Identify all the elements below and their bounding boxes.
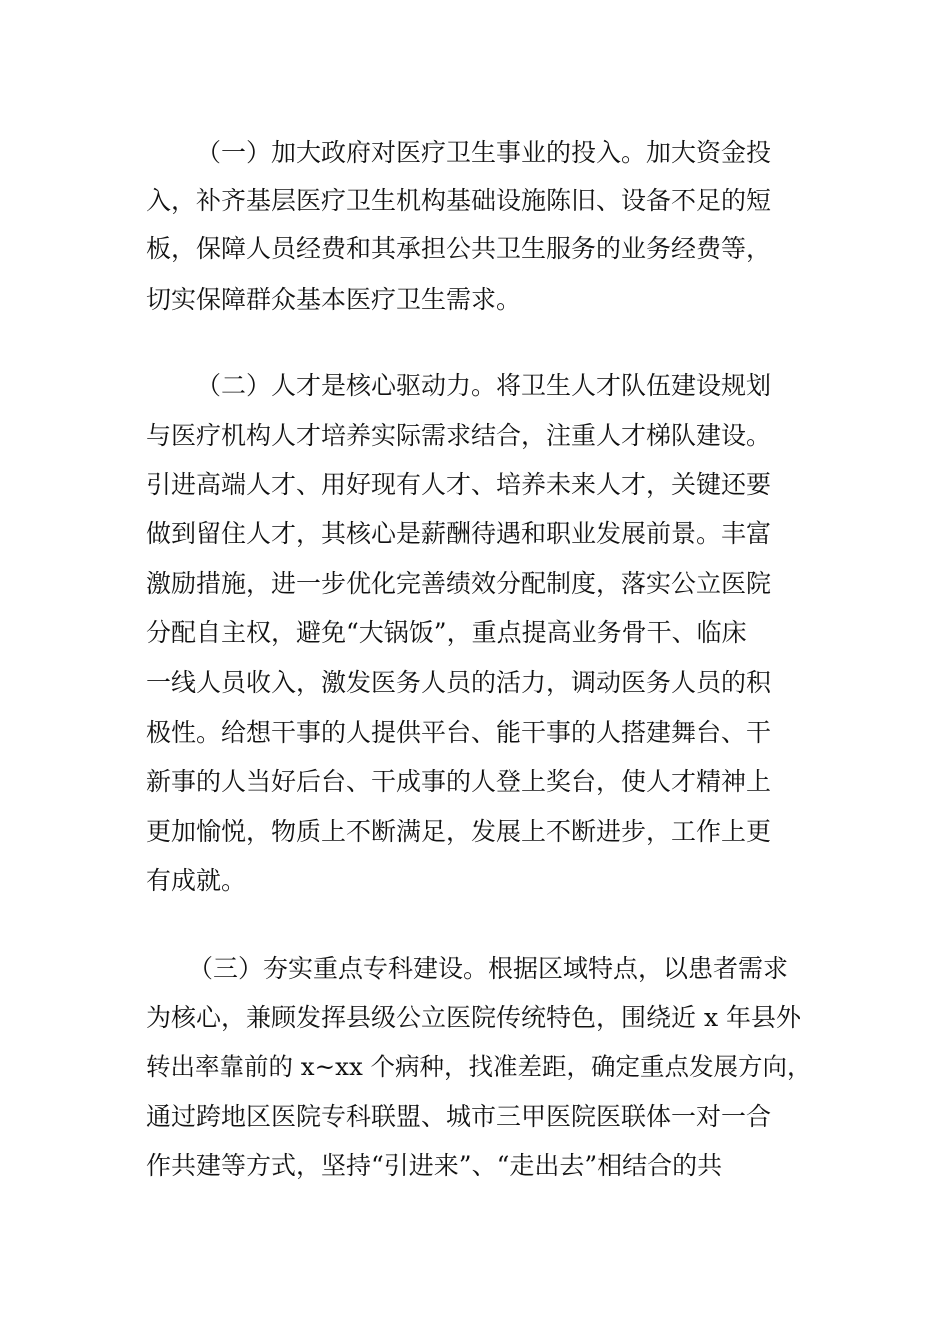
paragraph-1-line-1: （一）加大政府对医疗卫生事业的投入。加大资金投 (196, 138, 772, 167)
paragraph-2-line-7: 一线人员收入，激发医务人员的活力，调动医务人员的积 (146, 668, 772, 697)
paragraph-1-line-2: 入，补齐基层医疗卫生机构基础设施陈旧、设备不足的短 (146, 186, 772, 215)
paragraph-2-line-9: 新事的人当好后台、干成事的人登上奖台，使人才精神上 (146, 767, 772, 796)
paragraph-3-line-1: （三）夯实重点专科建设。根据区域特点，以患者需求 (188, 954, 789, 983)
paragraph-2-line-4: 做到留住人才，其核心是薪酬待遇和职业发展前景。丰富 (146, 519, 772, 548)
paragraph-3-line-2: 为核心，兼顾发挥县级公立医院传统特色，围绕近 x 年县外 (146, 1003, 801, 1032)
paragraph-2-line-1: （二）人才是核心驱动力。将卫生人才队伍建设规划 (196, 371, 772, 400)
paragraph-2-line-11: 有成就。 (146, 866, 247, 895)
paragraph-2-line-3: 引进高端人才、用好现有人才、培养未来人才，关键还要 (146, 470, 772, 499)
paragraph-3-line-3: 转出率靠前的 x~xx 个病种，找准差距，确定重点发展方向， (146, 1052, 812, 1081)
paragraph-2-line-8: 极性。给想干事的人提供平台、能干事的人搭建舞台、干 (146, 718, 772, 747)
paragraph-2-line-10: 更加愉悦，物质上不断满足，发展上不断进步，工作上更 (146, 817, 772, 846)
paragraph-3-line-4: 通过跨地区医院专科联盟、城市三甲医院医联体一对一合 (146, 1102, 772, 1131)
paragraph-2-line-2: 与医疗机构人才培养实际需求结合，注重人才梯队建设。 (146, 421, 772, 450)
paragraph-1-line-4: 切实保障群众基本医疗卫生需求。 (146, 285, 522, 314)
paragraph-2-line-6: 分配自主权，避免“大锅饭”，重点提高业务骨干、临床 (146, 618, 747, 647)
paragraph-2-line-5: 激励措施，进一步优化完善绩效分配制度，落实公立医院 (146, 569, 772, 598)
paragraph-3-line-5: 作共建等方式，坚持“引进来”、“走出去”相结合的共 (146, 1151, 723, 1180)
paragraph-1-line-3: 板，保障人员经费和其承担公共卫生服务的业务经费等， (146, 234, 772, 263)
